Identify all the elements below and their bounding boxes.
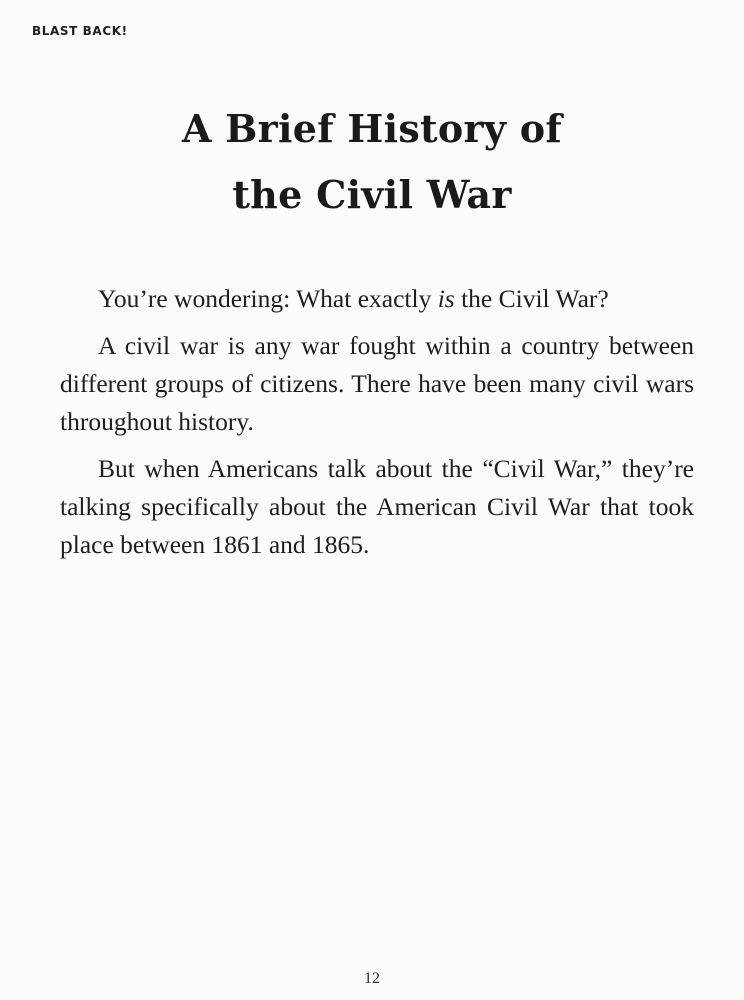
chapter-title-line-1: A Brief History of	[181, 106, 563, 151]
paragraph-2: A civil war is any war fought within a country between different groups of citizens. There have been many civil wars throughout history.	[60, 331, 694, 436]
paragraph-3: But when Americans talk about the “Civil War,” they’re talking specifically about the American Civil War that took place between 1861 and 1865.	[60, 454, 694, 559]
running-head: BLAST BACK!	[32, 24, 128, 38]
paragraph-1	[60, 280, 694, 318]
page-number: 12	[364, 970, 380, 987]
body-text	[60, 280, 694, 573]
paragraph-1-text-end: the Civil War?	[454, 284, 609, 313]
chapter-title	[0, 96, 744, 228]
chapter-title-line-2: the Civil War	[232, 172, 512, 217]
paragraph-1-text-start: You’re wondering: What exactly	[98, 284, 438, 313]
paragraph-1-emphasis: is	[437, 284, 455, 313]
